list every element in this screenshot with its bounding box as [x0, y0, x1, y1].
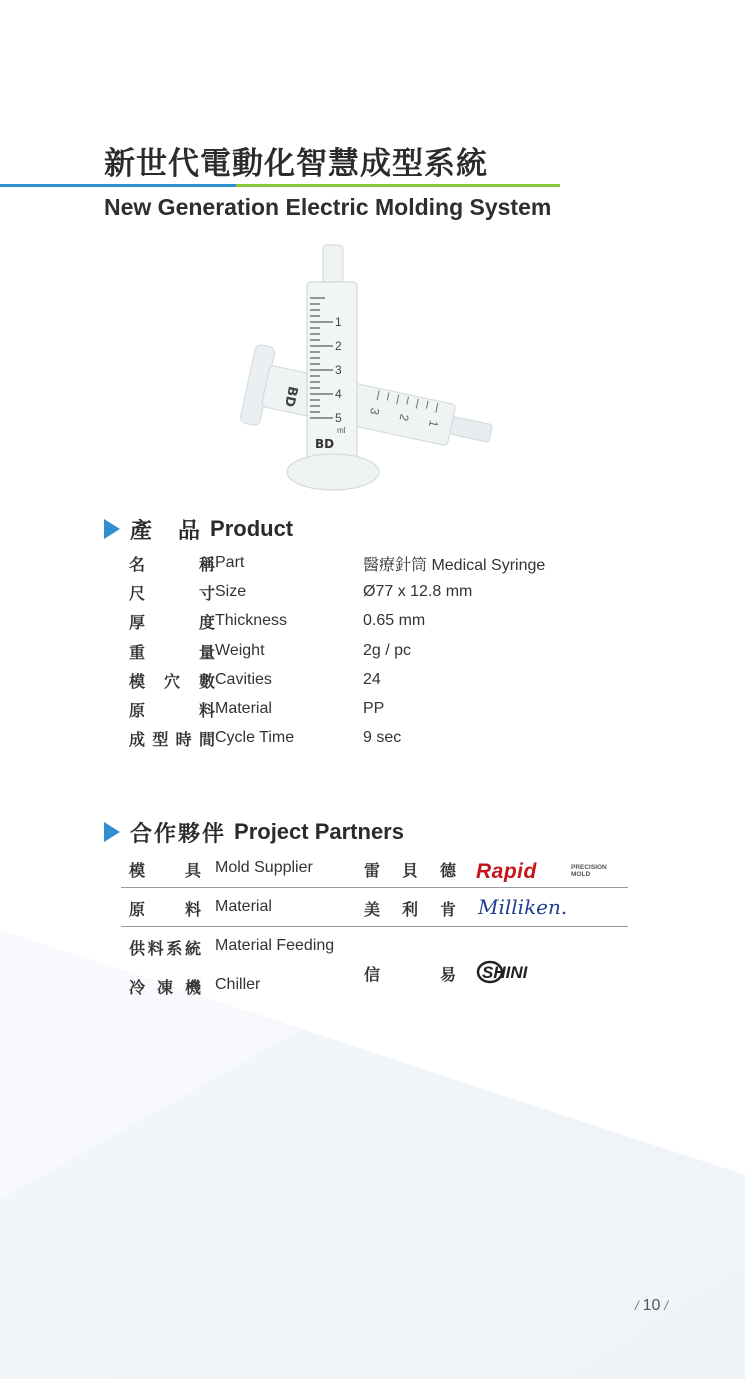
rapid-logo-sub-2: MOLD [571, 871, 591, 878]
vertical-mark-4: 4 [335, 387, 342, 401]
spec-row-thickness [129, 609, 426, 633]
partner-name-milliken: 美利肯 [364, 900, 456, 919]
product-section-heading [104, 515, 293, 543]
spec-row-part [129, 551, 546, 575]
partners-heading-en: Project Partners [234, 819, 404, 844]
spec-label-en: Cycle Time [215, 729, 295, 746]
spec-row-cavities [129, 668, 381, 692]
spec-label-zh: 原料 [129, 700, 215, 720]
rapid-logo [476, 858, 616, 882]
partner-label-zh: 原料 [129, 900, 201, 919]
partner-label-zh: 模具 [129, 861, 201, 880]
partners-heading-zh: 合作夥伴 [130, 821, 227, 847]
partner-divider [121, 887, 628, 888]
diagonal-syringe [240, 344, 499, 474]
partner-label-en: Material Feeding [215, 937, 335, 954]
spec-value: 0.65 mm [363, 612, 426, 629]
vertical-mark-3: 3 [335, 363, 342, 377]
partner-label-zh: 冷凍機 [129, 978, 201, 997]
spec-label-zh: 厚度 [129, 612, 215, 632]
spec-row-material [129, 697, 385, 721]
diagonal-mark-1: 1 [425, 419, 441, 429]
spec-label-zh: 尺寸 [129, 583, 215, 603]
rapid-logo-sub-1: PRECISION [571, 864, 607, 871]
diagonal-brand-label: BD [280, 384, 300, 409]
triangle-bullet-icon [104, 519, 120, 539]
rapid-logo-word: Rapid [476, 860, 537, 882]
partner-label-en: Chiller [215, 976, 261, 993]
diagonal-mark-3: 3 [367, 406, 383, 417]
spec-label-zh: 模穴數 [129, 671, 215, 691]
spec-label-zh: 重量 [129, 642, 215, 662]
product-heading-zh: 產 品 [130, 518, 203, 544]
partner-label-en: Mold Supplier [215, 859, 313, 876]
vertical-mark-1: 1 [335, 315, 342, 329]
spec-value: Ø77 x 12.8 mm [363, 583, 473, 600]
spec-value: 24 [363, 671, 381, 688]
vertical-mark-5: 5 [335, 411, 342, 425]
shini-logo-word: SHINI [482, 963, 528, 982]
partner-label-zh: 供料系統 [129, 939, 201, 958]
product-heading-en: Product [210, 516, 294, 541]
partners-section-heading [104, 818, 404, 846]
spec-label-en: Cavities [215, 671, 272, 688]
page-title-chinese: 新世代電動化智慧成型系統 [104, 146, 488, 182]
syringe-product-image [225, 240, 525, 502]
spec-row-cycle-time [129, 726, 402, 750]
partner-label-en: Material [215, 898, 272, 915]
spec-value: 醫療針筒 Medical Syringe [363, 556, 546, 574]
spec-label-zh: 名稱 [129, 554, 215, 574]
spec-value: 9 sec [363, 729, 402, 746]
spec-value: 2g / pc [363, 642, 412, 659]
spec-label-en: Part [215, 554, 245, 571]
partner-name-shini: 信易 [364, 965, 456, 984]
spec-label-en: Thickness [215, 612, 288, 629]
title-underline-blue [0, 184, 236, 187]
spec-label-en: Weight [215, 642, 265, 659]
partner-divider [121, 926, 628, 927]
vertical-mark-2: 2 [335, 339, 342, 353]
spec-row-size [129, 580, 473, 604]
milliken-logo [476, 894, 576, 922]
title-underline-green [236, 184, 560, 187]
page-number-slash: / [664, 1298, 669, 1313]
spec-label-en: Material [215, 700, 272, 717]
vertical-unit-label: ml [337, 426, 346, 435]
spec-label-en: Size [215, 583, 247, 600]
vertical-syringe [287, 245, 379, 490]
spec-value: PP [363, 700, 385, 717]
spec-label-zh: 成型時間 [129, 729, 215, 749]
page-number-value: 10 [642, 1297, 661, 1314]
page-number [631, 1297, 672, 1315]
partner-name-rapid: 雷貝德 [364, 861, 456, 880]
vertical-brand-label: BD [315, 437, 335, 451]
page-title-english: New Generation Electric Molding System [104, 194, 552, 220]
page-number-slash: / [635, 1298, 639, 1313]
spec-row-weight [129, 639, 412, 663]
diagonal-mark-2: 2 [396, 412, 412, 423]
milliken-logo-word: Milliken. [478, 895, 568, 919]
shini-logo [476, 958, 556, 986]
triangle-bullet-icon [104, 822, 120, 842]
